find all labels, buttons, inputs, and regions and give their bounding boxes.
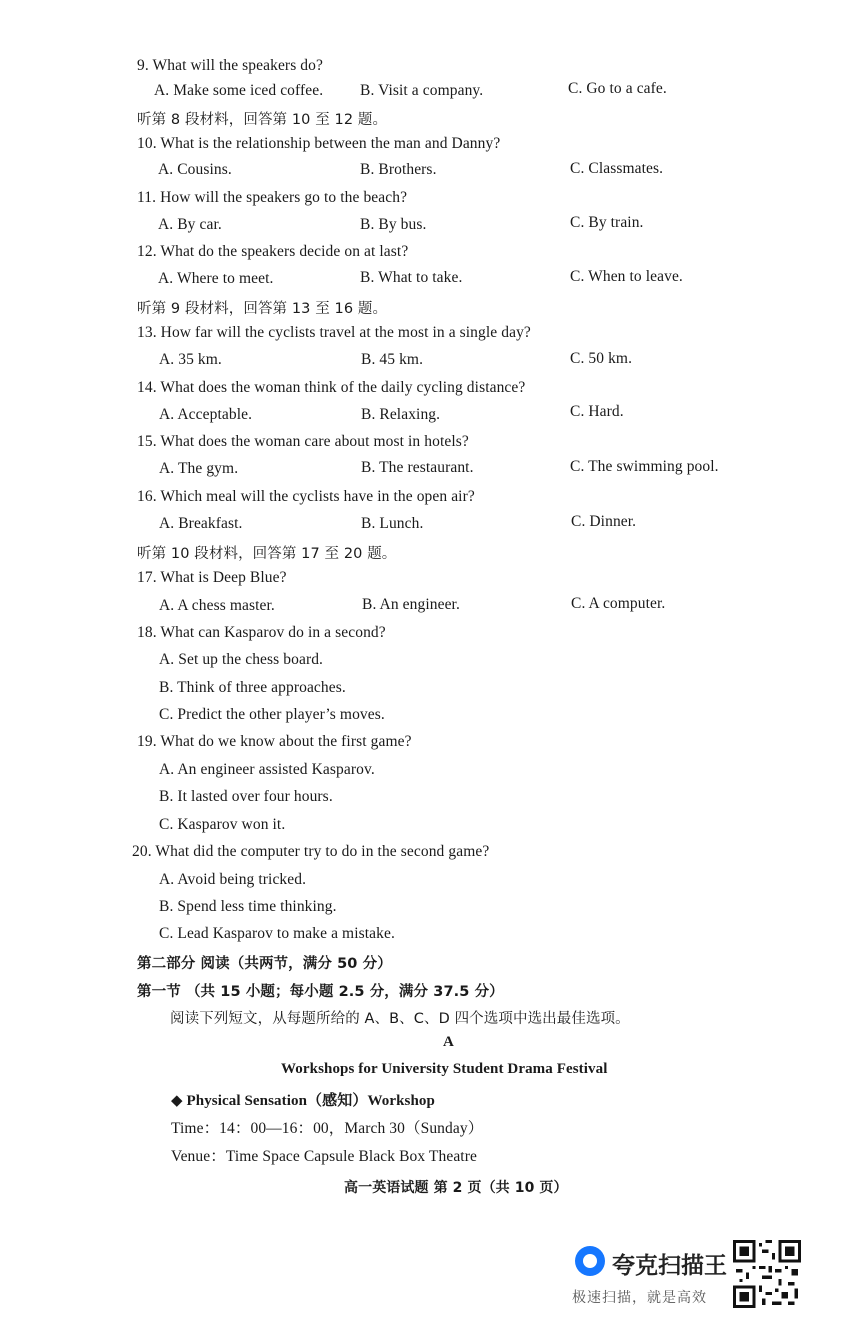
text-line: B. Spend less time thinking. (159, 898, 337, 915)
text-line: C. Predict the other player’s moves. (159, 706, 385, 723)
text-line: C. Go to a cafe. (568, 80, 667, 97)
text-line: A. Set up the chess board. (159, 651, 324, 668)
text-line: B. Think of three approaches. (159, 679, 346, 696)
text-line: B. 45 km. (361, 351, 424, 368)
text-line: 第一节 （共 15 小题；每小题 2.5 分，满分 37.5 分） (137, 984, 504, 1000)
text-line: C. The swimming pool. (570, 458, 719, 475)
text-line: 听第 8 段材料，回答第 10 至 12 题。 (137, 112, 388, 128)
text-line: B. By bus. (360, 216, 427, 233)
text-line: A. An engineer assisted Kasparov. (159, 761, 375, 778)
text-line: C. Classmates. (570, 160, 664, 177)
text-line: 20. What did the computer try to do in the second game? (132, 843, 490, 860)
text-line: C. Kasparov won it. (159, 816, 286, 833)
text-line: C. By train. (570, 214, 644, 231)
text-line: B. Brothers. (360, 161, 437, 178)
text-line: ◆ Physical Sensation（感知）Workshop (171, 1093, 435, 1109)
text-line: A. Cousins. (158, 161, 232, 178)
text-line: 听第 10 段材料，回答第 17 至 20 题。 (137, 546, 397, 562)
qr-code-icon (733, 1240, 801, 1308)
text-line: 18. What can Kasparov do in a second? (137, 624, 386, 641)
text-line: A. The gym. (159, 460, 239, 477)
text-line: 第二部分 阅读（共两节，满分 50 分） (137, 956, 392, 972)
text-line: C. 50 km. (570, 350, 633, 367)
text-line: A. Make some iced coffee. (154, 82, 324, 99)
text-line: 17. What is Deep Blue? (137, 569, 287, 586)
text-line: Time：14：00—16：00，March 30（Sunday） (171, 1120, 484, 1137)
text-line: A. A chess master. (159, 597, 275, 614)
text-line: Workshops for University Student Drama Festival (281, 1061, 608, 1077)
text-line: C. Dinner. (571, 513, 637, 530)
text-line: A. Acceptable. (159, 406, 253, 423)
text-line: 15. What does the woman care about most in hotels? (137, 433, 469, 450)
text-line: 11. How will the speakers go to the beach? (137, 189, 408, 206)
text-line: C. Lead Kasparov to make a mistake. (159, 925, 395, 942)
text-line: B. An engineer. (362, 596, 460, 613)
text-line: 高一英语试题 第 2 页（共 10 页） (344, 1180, 568, 1196)
watermark-brand: 夸克扫描王 (612, 1253, 727, 1279)
text-line: A. Breakfast. (159, 515, 243, 532)
text-line: 10. What is the relationship between the man and Danny? (137, 135, 501, 152)
text-line: B. Visit a company. (360, 82, 484, 99)
watermark-slogan: 极速扫描，就是高效 (572, 1290, 707, 1306)
text-line: B. The restaurant. (361, 459, 474, 476)
text-line: A (443, 1034, 454, 1050)
text-line: B. Lunch. (361, 515, 424, 532)
text-line: A. By car. (158, 216, 222, 233)
text-line: C. Hard. (570, 403, 624, 420)
text-line: 14. What does the woman think of the daily cycling distance? (137, 379, 526, 396)
text-line: Venue：Time Space Capsule Black Box Theatre (171, 1148, 477, 1165)
text-line: B. Relaxing. (361, 406, 441, 423)
text-line: 12. What do the speakers decide on at last? (137, 243, 409, 260)
text-line: A. Avoid being tricked. (159, 871, 307, 888)
text-line: 9. What will the speakers do? (137, 57, 323, 74)
text-line: C. When to leave. (570, 268, 683, 285)
text-line: A. Where to meet. (158, 270, 274, 287)
text-line: 16. Which meal will the cyclists have in the open air? (137, 488, 475, 505)
text-line: B. What to take. (360, 269, 463, 286)
text-line: 阅读下列短文，从每题所给的 A、B、C、D 四个选项中选出最佳选项。 (170, 1011, 630, 1027)
text-line: C. A computer. (571, 595, 666, 612)
quark-logo-icon (575, 1246, 605, 1276)
text-line: B. It lasted over four hours. (159, 788, 333, 805)
text-line: 13. How far will the cyclists travel at the most in a single day? (137, 324, 531, 341)
text-line: 19. What do we know about the first game? (137, 733, 412, 750)
text-line: 听第 9 段材料，回答第 13 至 16 题。 (137, 301, 388, 317)
text-line: A. 35 km. (159, 351, 222, 368)
